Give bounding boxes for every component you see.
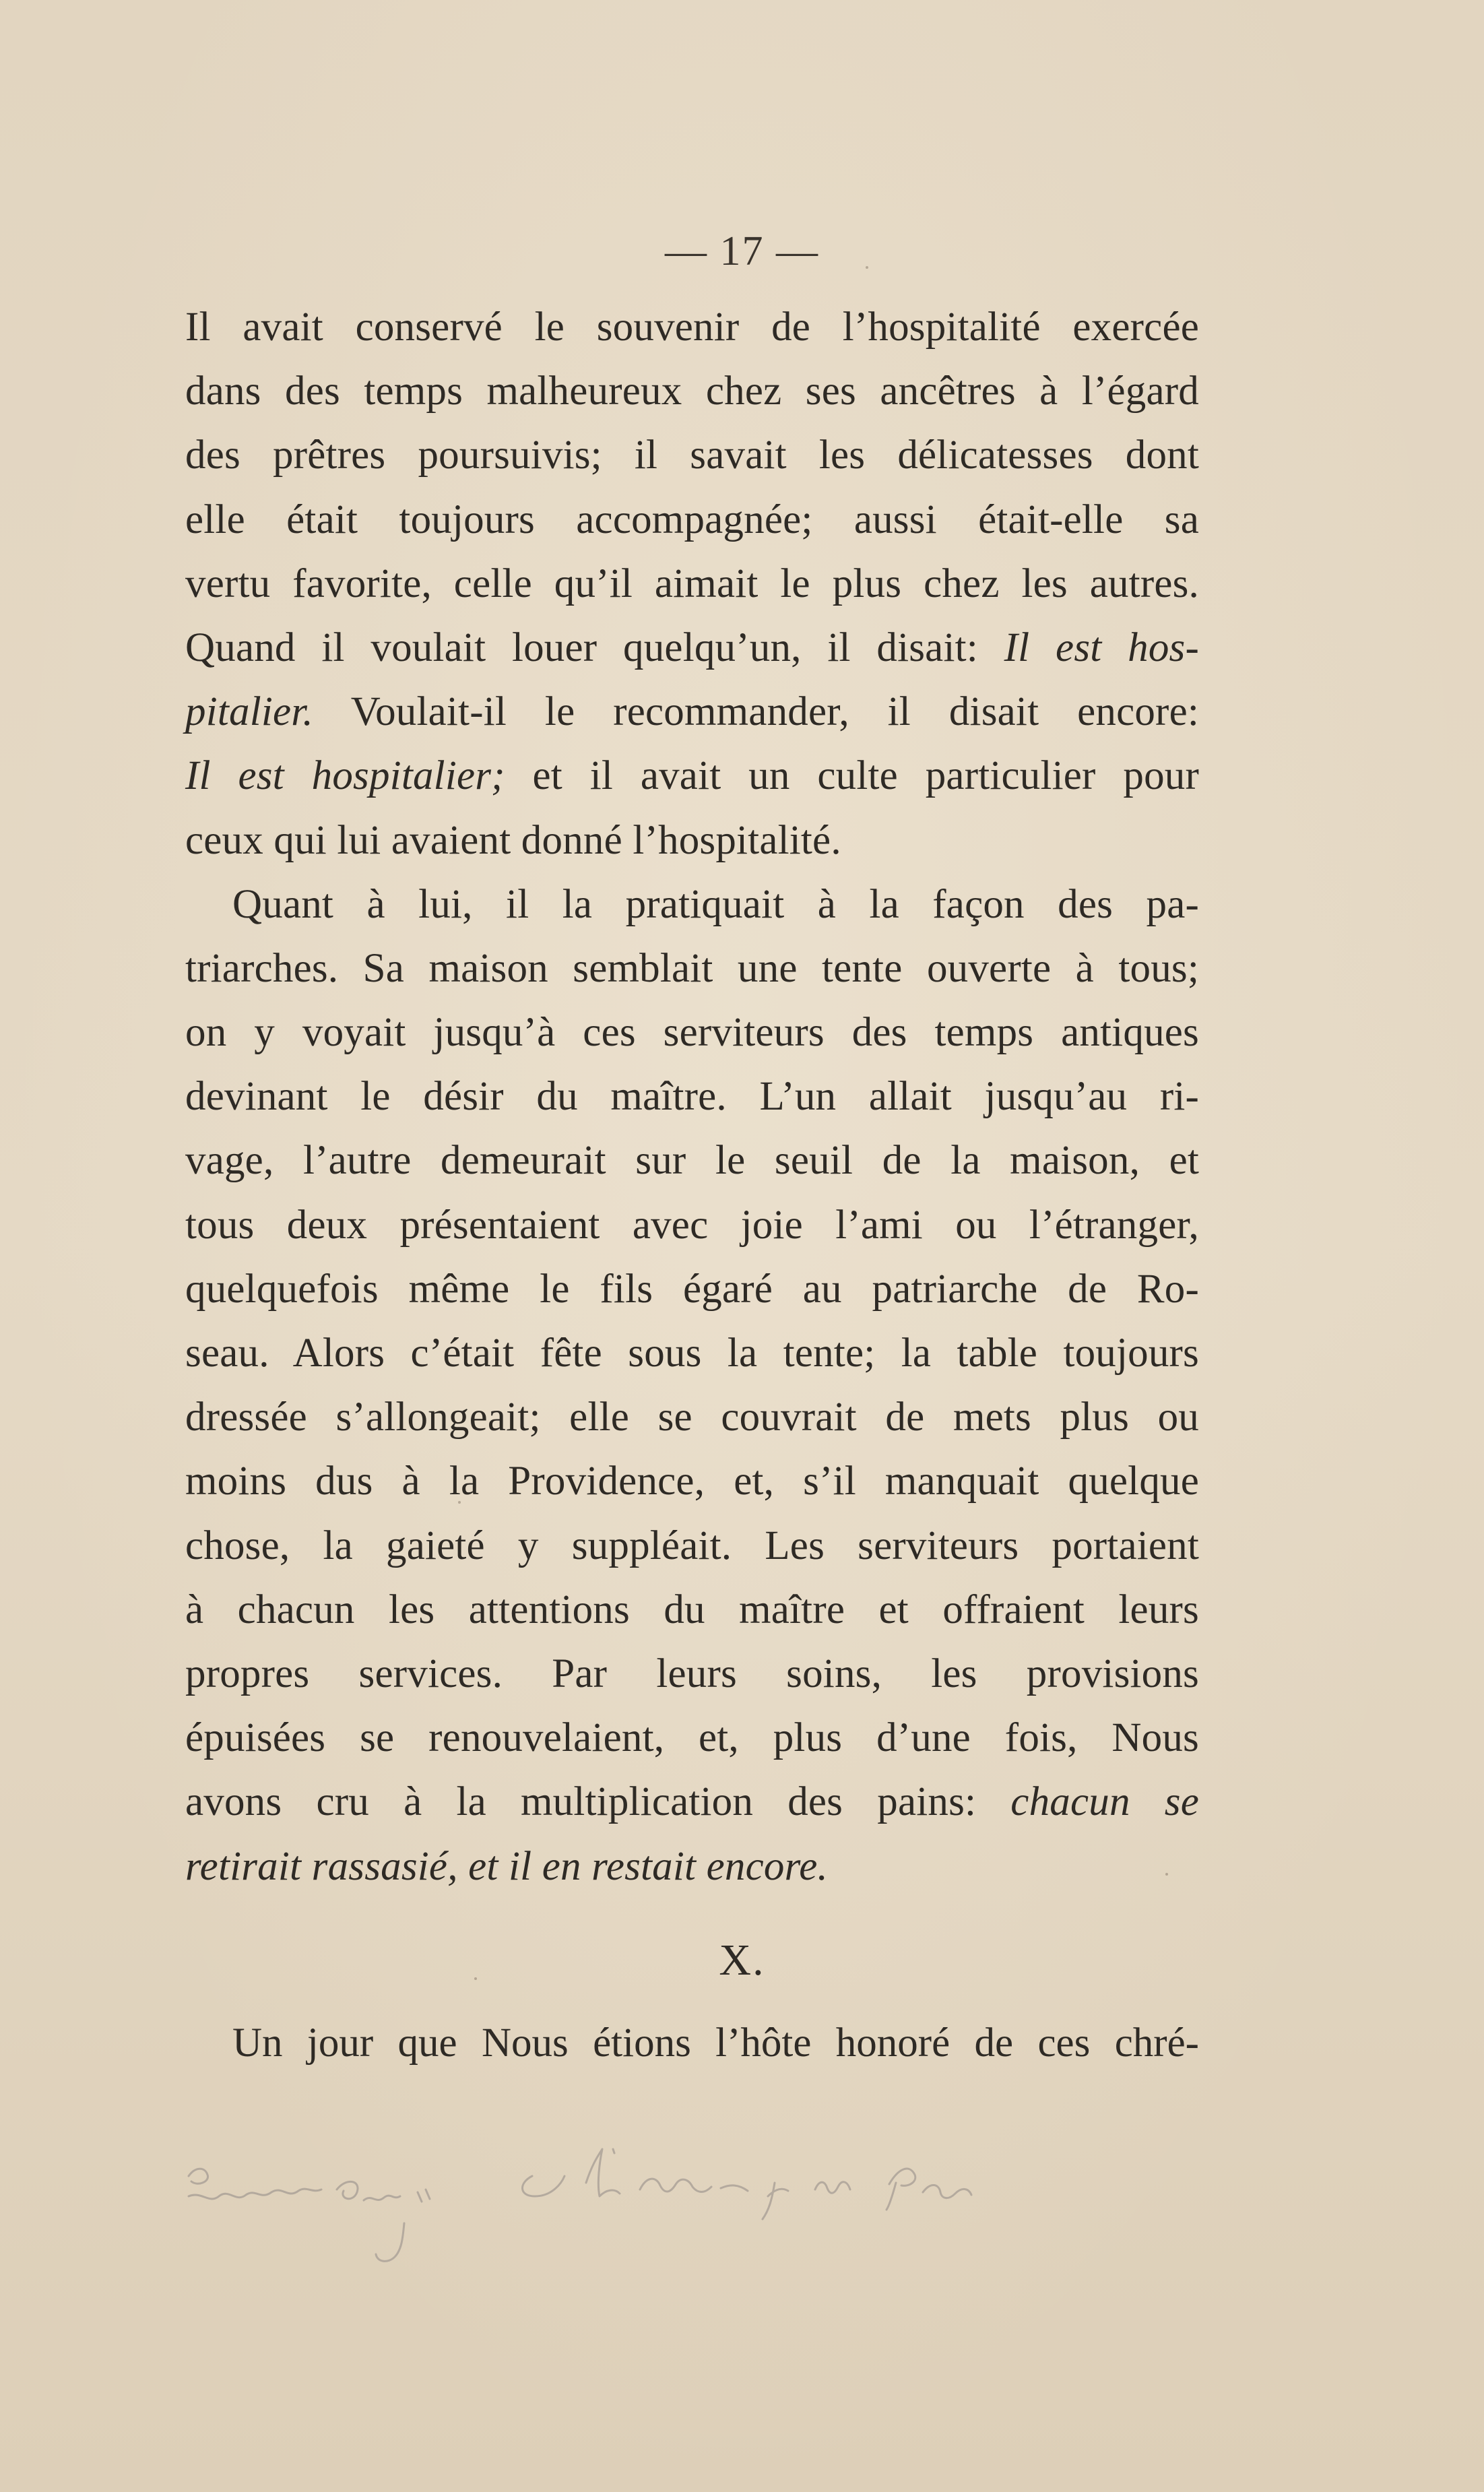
text-run: moins dus à la Providence, et, s’il manquait quelque	[185, 1459, 1199, 1504]
text-run: dans des temps malheureux chez ses ancêtres à l’égard	[185, 369, 1199, 414]
text-run: vertu favorite, celle qu’il aimait le plus chez les autres.	[185, 561, 1199, 606]
text-run: propres services. Par leurs soins, les provisions	[185, 1651, 1199, 1696]
italic-text-run: Il est hospitalier;	[185, 753, 505, 799]
text-run: quelquefois même le fils égaré au patriarche de Ro-	[185, 1266, 1199, 1312]
italic-text-run: Il est hos-	[1004, 625, 1199, 670]
text-run: devinant le désir du maître. L’un allait jusqu’au ri-	[185, 1074, 1199, 1120]
text-line	[185, 295, 1199, 359]
text-line	[185, 1321, 1199, 1385]
text-run: on y voyait jusqu’à ces serviteurs des temps antiques	[185, 1010, 1199, 1056]
text-line	[185, 1385, 1199, 1449]
text-run: Quand il voulait louer quelqu’un, il disait:	[185, 625, 1004, 670]
text-line	[185, 744, 1199, 808]
paper-speck	[474, 1977, 477, 1980]
text-line	[185, 1514, 1199, 1578]
italic-text-run: pitalier.	[185, 689, 313, 735]
text-run: seau. Alors c’était fête sous la tente; la table toujours	[185, 1331, 1199, 1376]
text-run: à chacun les attentions du maître et offraient leurs	[185, 1587, 1199, 1632]
text-line	[185, 1642, 1199, 1706]
text-line	[185, 1578, 1199, 1642]
text-run: avons cru à la multiplication des pains:	[185, 1779, 1011, 1825]
text-run: épuisées se renouvelaient, et, plus d’une fois, Nous	[185, 1715, 1199, 1761]
paper-speck	[866, 266, 868, 269]
text-line	[185, 680, 1199, 744]
body-text	[185, 295, 1199, 1898]
text-run: des prêtres poursuivis; il savait les délicatesses dont	[185, 433, 1199, 478]
text-run: vage, l’autre demeurait sur le seuil de la maison, et	[185, 1138, 1199, 1184]
text-run: ceux qui lui avaient donné l’hospitalité.	[185, 817, 841, 863]
text-line	[185, 552, 1199, 616]
text-line	[185, 1449, 1199, 1513]
page-number: — 17 —	[665, 228, 819, 274]
text-run: Quant à lui, il la pratiquait à la façon des pa-	[232, 881, 1199, 927]
section-heading: X.	[719, 1936, 765, 1985]
pencil-annotation-illustration	[182, 2136, 1058, 2284]
paper-speck	[1165, 1873, 1168, 1876]
text-run: Il avait conservé le souvenir de l’hospitalité exercée	[185, 305, 1199, 350]
text-line	[185, 808, 1199, 872]
text-line	[185, 872, 1199, 936]
text-line	[185, 1064, 1199, 1128]
text-run: Voulait-il le recommander, il disait encore:	[313, 689, 1199, 735]
section-first-line: Un jour que Nous étions l’hôte honoré de ces chré-	[232, 2020, 1199, 2066]
text-run: et il avait un culte particulier pour	[505, 753, 1199, 799]
text-run: elle était toujours accompagnée; aussi était-elle sa	[185, 497, 1199, 542]
text-line	[185, 936, 1199, 1000]
text-line	[185, 1193, 1199, 1257]
paper-speck	[458, 1501, 461, 1504]
text-line	[185, 1257, 1199, 1321]
text-line	[185, 488, 1199, 552]
text-run: triarches. Sa maison semblait une tente ouverte à tous;	[185, 945, 1199, 991]
text-run: dressée s’allongeait; elle se couvrait de mets plus ou	[185, 1395, 1199, 1440]
text-line	[185, 1834, 1199, 1898]
text-line	[185, 1706, 1199, 1770]
text-line	[185, 423, 1199, 487]
text-line	[185, 616, 1199, 680]
text-line	[185, 1770, 1199, 1834]
text-run: chose, la gaieté y suppléait. Les serviteurs portaient	[185, 1523, 1199, 1568]
italic-text-run: retirait rassasié, et il en restait encore.	[185, 1843, 828, 1889]
text-line	[185, 1128, 1199, 1192]
text-line	[185, 359, 1199, 423]
italic-text-run: chacun se	[1010, 1779, 1199, 1825]
text-run: tous deux présentaient avec joie l’ami ou l’étranger,	[185, 1202, 1199, 1248]
text-line	[185, 1000, 1199, 1064]
